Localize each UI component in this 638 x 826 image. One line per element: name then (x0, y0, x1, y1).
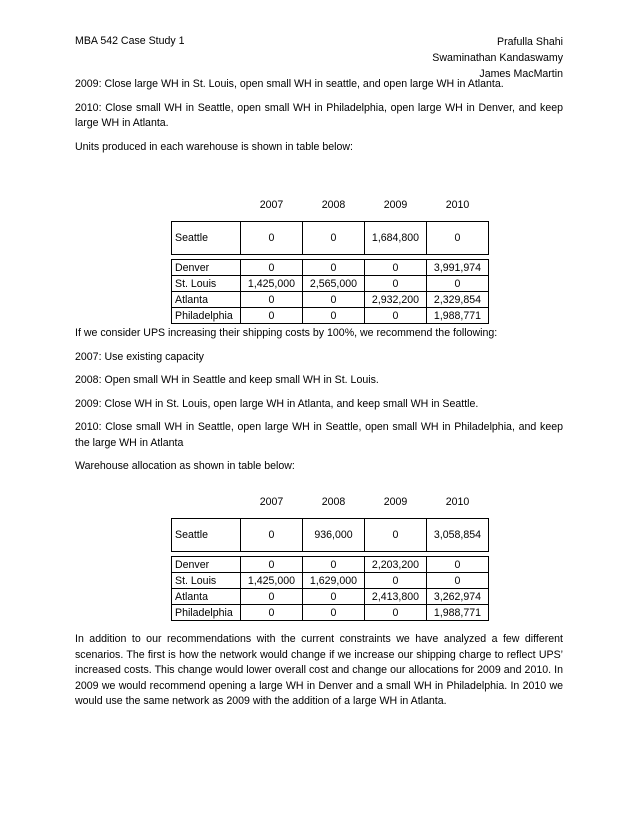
table-cell: 3,262,974 (427, 589, 489, 605)
table-cell: 1,988,771 (427, 308, 489, 324)
table-cell: 0 (365, 605, 427, 621)
table-cell: 0 (365, 308, 427, 324)
warehouse-allocation-table-wrap (75, 486, 489, 621)
table-row (172, 276, 489, 292)
table-cell: 1,988,771 (427, 605, 489, 621)
table-cell: 936,000 (303, 519, 365, 552)
table-row (172, 292, 489, 308)
warehouse-allocation-table (171, 486, 489, 621)
year-header: 2007 (241, 189, 303, 222)
year-header: 2009 (365, 486, 427, 519)
table-cell: 1,684,800 (365, 222, 427, 255)
table-cell: 0 (303, 222, 365, 255)
table-row (172, 589, 489, 605)
table-cell: 0 (303, 308, 365, 324)
table-cell: 0 (427, 276, 489, 292)
warehouse-name: Seattle (172, 519, 241, 552)
course-title: MBA 542 Case Study 1 (75, 35, 185, 47)
table-cell: 0 (427, 573, 489, 589)
ups-section (75, 326, 563, 483)
table-cell: 0 (365, 519, 427, 552)
warehouse-name: Seattle (172, 222, 241, 255)
table-row (172, 222, 489, 255)
year-header: 2010 (427, 486, 489, 519)
table-cell: 1,425,000 (241, 573, 303, 589)
table-cell: 0 (241, 260, 303, 276)
table-cell: 1,629,000 (303, 573, 365, 589)
table-row (172, 557, 489, 573)
table-cell: 1,425,000 (241, 276, 303, 292)
table-cell: 2,932,200 (365, 292, 427, 308)
table-cell: 3,058,854 (427, 519, 489, 552)
paragraph-2010: 2010: Close small WH in Seattle, open small WH in Philadelphia, open large WH in Denver, and keep large WH in Atlanta. (75, 101, 563, 129)
ups-lead: If we consider UPS increasing their shipping costs by 100%, we recommend the following: (75, 327, 498, 339)
table-header-row (172, 189, 489, 222)
table-cell: 0 (241, 589, 303, 605)
ups-2007: 2007: Use existing capacity (75, 350, 204, 363)
table-row (172, 260, 489, 276)
table-row (172, 519, 489, 552)
table-row (172, 308, 489, 324)
units-produced-table (171, 189, 489, 324)
units-produced-table-wrap (75, 189, 489, 324)
author-name: James MacMartin (479, 68, 563, 80)
table-row (172, 605, 489, 621)
warehouse-name: St. Louis (172, 276, 241, 292)
table-cell: 2,413,800 (365, 589, 427, 605)
table-cell: 0 (303, 292, 365, 308)
table-cell: 0 (241, 292, 303, 308)
warehouse-name: St. Louis (172, 573, 241, 589)
table-cell: 0 (365, 260, 427, 276)
table2-caption: Warehouse allocation as shown in table below: (75, 460, 295, 472)
year-header: 2010 (427, 189, 489, 222)
warehouse-name: Denver (172, 260, 241, 276)
table-cell: 0 (303, 589, 365, 605)
ups-2010: 2010: Close small WH in Seattle, open large WH in Seattle, open small WH in Philadelphia, and keep the large WH in Atlanta (75, 421, 563, 449)
paragraph-2009: 2009: Close large WH in St. Louis, open small WH in seattle, and open large WH in Atlanta. (75, 78, 504, 90)
year-header: 2008 (303, 189, 365, 222)
table-header-row (172, 486, 489, 519)
table-cell: 0 (241, 308, 303, 324)
table-cell: 2,565,000 (303, 276, 365, 292)
year-header: 2009 (365, 189, 427, 222)
table-cell: 0 (365, 573, 427, 589)
author-name: Swaminathan Kandaswamy (432, 52, 563, 64)
table-cell: 0 (427, 557, 489, 573)
ups-2008: 2008: Open small WH in Seattle and keep small WH in St. Louis. (75, 374, 379, 386)
table-cell: 3,991,974 (427, 260, 489, 276)
table1-caption: Units produced in each warehouse is shown in table below: (75, 140, 353, 153)
table-cell: 0 (365, 276, 427, 292)
table-cell: 0 (241, 222, 303, 255)
author-name: Prafulla Shahi (497, 36, 563, 48)
intro-section (75, 77, 563, 163)
warehouse-name: Philadelphia (172, 308, 241, 324)
author-list (432, 34, 563, 82)
table-cell: 0 (241, 557, 303, 573)
conclusion-section (75, 632, 563, 718)
table-cell: 0 (427, 222, 489, 255)
table-row (172, 573, 489, 589)
table-cell: 0 (241, 605, 303, 621)
warehouse-name: Atlanta (172, 292, 241, 308)
table-cell: 0 (303, 605, 365, 621)
table-cell: 2,203,200 (365, 557, 427, 573)
year-header: 2008 (303, 486, 365, 519)
table-cell: 0 (241, 519, 303, 552)
year-header: 2007 (241, 486, 303, 519)
warehouse-name: Denver (172, 557, 241, 573)
table-cell: 2,329,854 (427, 292, 489, 308)
warehouse-name: Philadelphia (172, 605, 241, 621)
conclusion-paragraph: In addition to our recommendations with the current constraints we have analyzed a few different scenarios. The first is how the network would change if we increase our shipping charge to reflect UPS’ increased costs. This change would lower overall cost and change our allocations for 2009 and 2010. In 2009 we would recommend opening a large WH in Denver and a small WH in Philadelphia. In 2010 we would use the same network as 2009 with the addition of a large WH in Atlanta. (75, 633, 563, 707)
ups-2009: 2009: Close WH in St. Louis, open large WH in Atlanta, and keep small WH in Seattle. (75, 397, 479, 410)
document-page (75, 28, 563, 707)
table-cell: 0 (303, 557, 365, 573)
warehouse-name: Atlanta (172, 589, 241, 605)
table-cell: 0 (303, 260, 365, 276)
